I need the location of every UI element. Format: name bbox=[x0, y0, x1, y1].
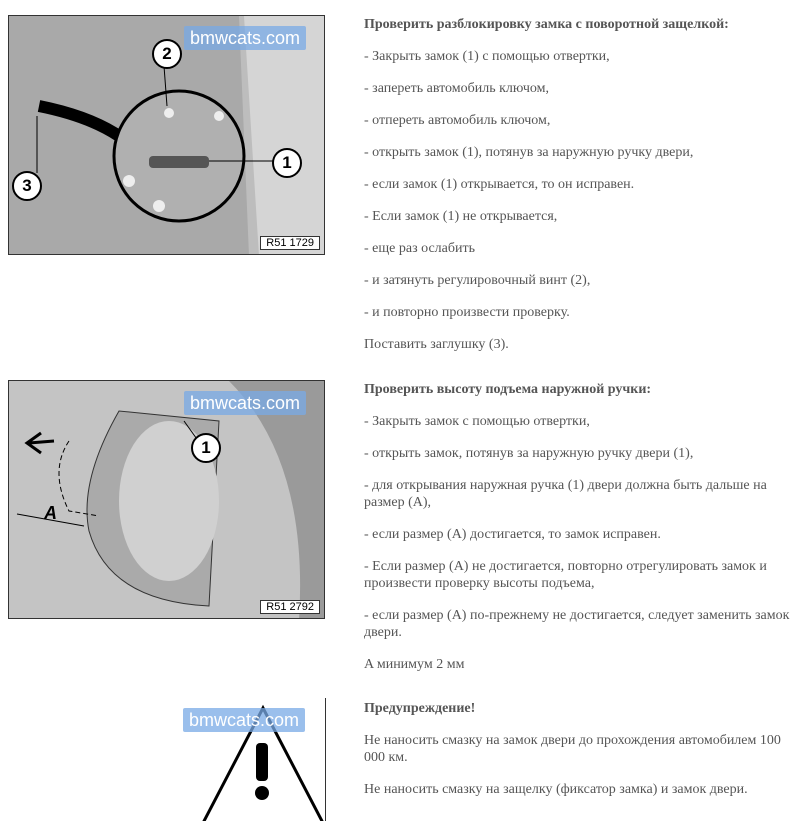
warning-text: Не наносить смазку на замок двери до прохождения автомобилем 100 000 км. bbox=[364, 733, 781, 765]
step: - Закрыть замок (1) с помощью отвертки, bbox=[364, 49, 610, 64]
handle-diagram-image bbox=[8, 380, 325, 619]
step: - если размер (A) достигается, то замок исправен. bbox=[364, 527, 661, 542]
step: - для открывания наружная ручка (1) двери должна быть дальше на размер (A), bbox=[364, 478, 767, 510]
step: - отпереть автомобиль ключом, bbox=[364, 113, 551, 128]
section-title: Предупреждение! bbox=[364, 701, 476, 716]
step: - запереть автомобиль ключом, bbox=[364, 81, 549, 96]
step: - открыть замок, потянув за наружную ручку двери (1), bbox=[364, 446, 694, 461]
step: - еще раз ослабить bbox=[364, 241, 475, 256]
section-title: Проверить разблокировку замка с поворотной защелкой: bbox=[364, 17, 729, 32]
figure-code: R51 2792 bbox=[260, 600, 320, 614]
callout-1: 1 bbox=[191, 433, 221, 463]
step: A минимум 2 мм bbox=[364, 657, 465, 672]
step: - если замок (1) открывается, то он исправен. bbox=[364, 177, 635, 192]
step: - и затянуть регулировочный винт (2), bbox=[364, 273, 591, 288]
step: Поставить заглушку (3). bbox=[364, 337, 509, 352]
step: - открыть замок (1), потянув за наружную ручку двери, bbox=[364, 145, 694, 160]
figure-code: R51 1729 bbox=[260, 236, 320, 250]
watermark: bmwcats.com bbox=[184, 26, 306, 50]
section-title: Проверить высоту подъема наружной ручки: bbox=[364, 382, 652, 397]
section-lock-check bbox=[364, 16, 794, 368]
warning-image bbox=[8, 698, 326, 821]
step: - Если замок (1) не открывается, bbox=[364, 209, 558, 224]
callout-2: 2 bbox=[152, 39, 182, 69]
dimension-a-label: A bbox=[44, 503, 57, 523]
warning-text: Не наносить смазку на защелку (фиксатор замка) и замок двери. bbox=[364, 782, 748, 797]
watermark: bmwcats.com bbox=[184, 391, 306, 415]
step: - если размер (A) по-прежнему не достигается, следует заменить замок двери. bbox=[364, 608, 790, 640]
section-handle-check bbox=[364, 381, 794, 688]
callout-1: 1 bbox=[272, 148, 302, 178]
section-warning bbox=[364, 700, 794, 813]
callout-3: 3 bbox=[12, 171, 42, 201]
step: - Если размер (A) не достигается, повторно отрегулировать замок и произвести проверку высоты подъема, bbox=[364, 559, 767, 591]
watermark: bmwcats.com bbox=[183, 708, 305, 732]
lock-diagram-image bbox=[8, 15, 325, 255]
step: - Закрыть замок с помощью отвертки, bbox=[364, 414, 590, 429]
step: - и повторно произвести проверку. bbox=[364, 305, 570, 320]
